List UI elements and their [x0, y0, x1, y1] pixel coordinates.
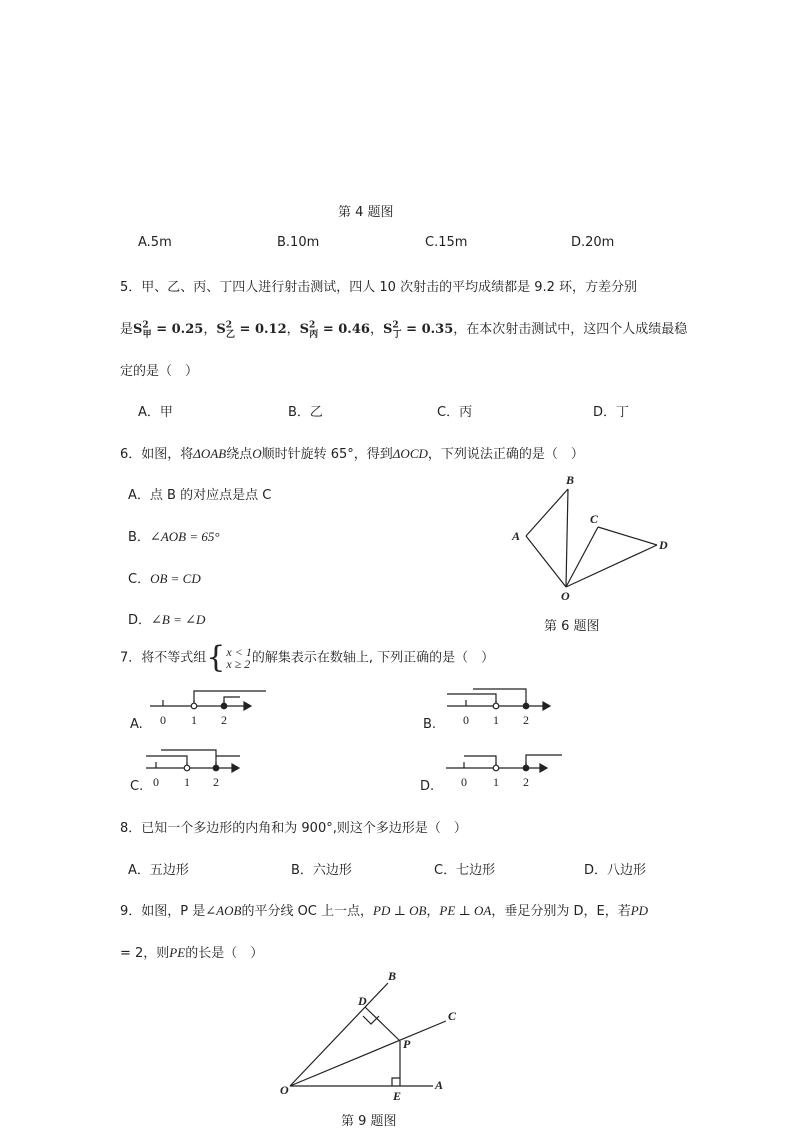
q9-label-e: E	[393, 1089, 402, 1103]
q7-option-c: C.	[130, 779, 144, 794]
q8-option-b: B．六边形	[291, 863, 352, 878]
q5-option-b: B．乙	[288, 405, 323, 420]
q9-right-angle-e	[392, 1078, 400, 1086]
q7b-label-2: 2	[523, 713, 529, 727]
q5-option-d: D．丁	[593, 405, 630, 420]
q9-label-o: O	[280, 1083, 289, 1097]
q7c-label-2: 2	[213, 775, 219, 789]
q6-option-c: C．OB = CD	[128, 571, 201, 587]
q7-stem: 7．将不等式组 { x < 1 x ≥ 2 的解集表示在数轴上, 下列正确的是（ ）	[120, 640, 495, 675]
q5-variance-jia: $S^2_甲 = 0.25$	[133, 320, 204, 340]
q4-option-a: A.5m	[138, 235, 172, 250]
q8-option-d: D．八边形	[584, 863, 647, 878]
q6-option-a: A．点 B 的对应点是点 C	[128, 488, 272, 503]
q5-option-a: A．甲	[138, 405, 173, 420]
q5-stem3: 定的是（ ）	[120, 364, 199, 379]
q6-option-b: B．∠AOB = 65°	[128, 529, 220, 545]
q5-stem2-prefix: 是	[120, 322, 134, 337]
q6-label-o: O	[561, 589, 570, 603]
q9-pd: PD	[630, 903, 649, 918]
q9-perp-pd-ob: PD ⊥ OB	[373, 903, 427, 918]
q7b-label-1: 1	[493, 713, 499, 727]
q9-label-c: C	[448, 1009, 457, 1023]
q5-stem1: 甲、乙、丙、丁四人进行射击测试，四人 10 次射击的平均成绩都是 9.2 环，方差分别	[141, 280, 638, 295]
q7-number: 7．	[120, 650, 142, 666]
q7b-label-0: 0	[463, 713, 469, 727]
q7-option-a: A.	[130, 717, 143, 732]
q4-option-b: B.10m	[277, 235, 320, 250]
q6-option-d: D．∠B = ∠D	[128, 612, 206, 628]
q6-label-a: A	[512, 529, 521, 543]
q6-triangle-ocd: ΔOCD	[392, 446, 428, 461]
q8-option-c: C．七边形	[434, 863, 496, 878]
q5-sep-2: ，	[286, 322, 300, 337]
q7-ineq-1: x < 1	[226, 645, 252, 659]
q9-right-angle-d	[363, 1016, 379, 1024]
q9-caption: 第 9 题图	[341, 1114, 397, 1129]
q7d-label-1: 1	[493, 775, 499, 789]
q4-option-d: D.20m	[571, 235, 615, 250]
q7c-label-1: 1	[184, 775, 190, 789]
q9-stem-line1: 9．如图，P 是∠AOB的平分线 OC 上一点，PD ⊥ OB，PE ⊥ OA，垂足分别为 D，E，若PD	[120, 903, 649, 919]
q7-inequality-system: { x < 1 x ≥ 2	[206, 640, 252, 675]
q7c-label-0: 0	[153, 775, 159, 789]
q9-label-a: A	[435, 1078, 444, 1092]
q4-caption: 第 4 题图	[338, 205, 394, 220]
q8-option-a: A．五边形	[128, 863, 189, 878]
q9-pe: PE	[169, 945, 186, 960]
q7a-label-2: 2	[221, 713, 227, 727]
q7d-label-2: 2	[523, 775, 529, 789]
q9-ray-ob	[290, 983, 388, 1086]
q6-label-d: D	[659, 538, 668, 552]
q7a-label-0: 0	[160, 713, 166, 727]
q5-variance-bing: $S^2_丙 = 0.46$	[299, 320, 370, 340]
q5-sep-1: ，	[203, 322, 217, 337]
q9-label-d: D	[358, 994, 367, 1008]
q6-label-c: C	[590, 512, 599, 526]
q7-option-d: D.	[420, 779, 435, 794]
q6-number: 6．	[120, 447, 142, 462]
q8-number: 8．	[120, 821, 142, 836]
q7-ineq-2: x ≥ 2	[226, 657, 251, 671]
q6-triangle-oab: ΔOAB	[193, 446, 227, 461]
q6-point-o: O	[252, 446, 262, 461]
q9-ray-oc	[290, 1021, 446, 1086]
q5-sep-3: ，	[369, 322, 383, 337]
q9-angle-aob: ∠AOB	[205, 903, 242, 918]
q5-variance-yi: $S^2_乙 = 0.12$	[216, 320, 287, 340]
q5-stem2-suffix: ，在本次射击测试中，这四个人成绩最稳	[453, 322, 688, 337]
q9-label-b: B	[388, 969, 397, 983]
q5-option-c: C．丙	[437, 405, 473, 420]
q9-stem-line2: = 2，则PE的长是（ ）	[120, 945, 264, 961]
q7d-label-0: 0	[461, 775, 467, 789]
q7a-label-1: 1	[191, 713, 197, 727]
q9-number: 9．	[120, 904, 142, 919]
q6-caption: 第 6 题图	[544, 619, 600, 634]
q4-option-c: C.15m	[425, 235, 468, 250]
q5-number: 5．	[120, 280, 142, 295]
q8-stem: 8．已知一个多边形的内角和为 900°,则这个多边形是（ ）	[120, 821, 467, 836]
q9-label-p: P	[403, 1037, 411, 1051]
q5-variance-ding: $S^2_丁 = 0.35$	[382, 320, 454, 340]
q6-label-b: B	[566, 473, 575, 487]
q9-perp-pe-oa: PE ⊥ OA	[439, 903, 492, 918]
q6-stem: 6．如图，将ΔOAB绕点O顺时针旋转 65°，得到ΔOCD，下列说法正确的是（ ）	[120, 446, 584, 462]
q7-option-b: B.	[423, 717, 437, 732]
